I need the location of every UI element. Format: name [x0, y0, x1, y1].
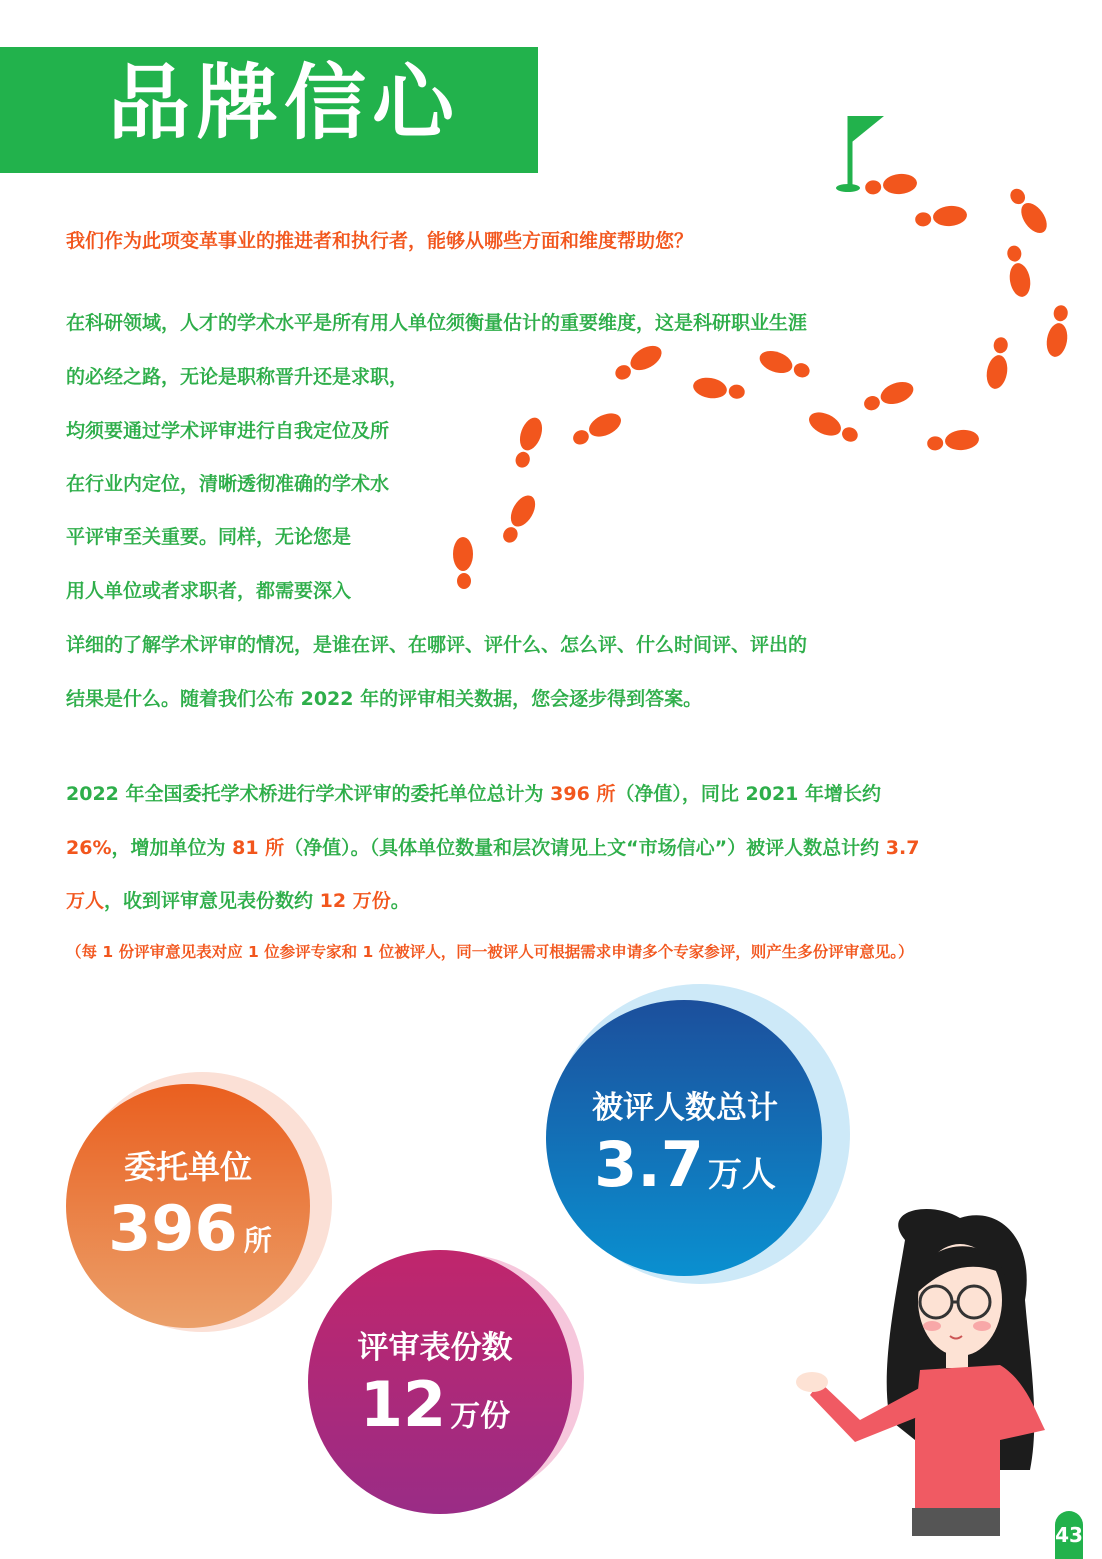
intro-line: 的必经之路，无论是职称晋升还是求职， — [66, 366, 409, 388]
people-circle-label: 被评人数总计 — [592, 1090, 778, 1126]
intro-line: 详细的了解学术评审的情况，是谁在评、在哪评、评什么、怎么评、什么时间评、评出的 — [66, 634, 808, 656]
stats-highlight: 396 所 — [550, 783, 616, 805]
people-number: 3.7 — [594, 1128, 704, 1201]
page-title: 品牌信心 — [108, 56, 461, 151]
stats-text: 2022 年全国委托学术桥进行学术评审的委托单位总计为 — [66, 783, 551, 805]
stats-text: ，收到评审意见表份数约 — [104, 890, 320, 912]
people-unit: 万人 — [707, 1155, 776, 1195]
stats-highlight: 万人 — [66, 890, 105, 912]
page-number: 43 — [1055, 1511, 1083, 1559]
intro-question: 我们作为此项变革事业的推进者和执行者，能够从哪些方面和维度帮助您？ — [66, 230, 694, 252]
stats-highlight: 81 所 — [232, 837, 285, 859]
intro-line: 平评审至关重要。同样，无论您是 — [66, 526, 352, 548]
stats-text: （净值），同比 2021 年增长约 — [615, 783, 882, 805]
stats-text: 。 — [390, 890, 410, 912]
intro-line: 在科研领域，人才的学术水平是所有用人单位须衡量估计的重要维度，这是科研职业生涯 — [66, 312, 808, 334]
stats-text: （净值）。（具体单位数量和层次请见上文“市场信心”）被评人数总计约 — [284, 837, 886, 859]
intro-line: 结果是什么。随着我们公布 2022 年的评审相关数据，您会逐步得到答案。 — [66, 688, 703, 710]
units-unit: 所 — [243, 1224, 272, 1257]
forms-unit: 万份 — [450, 1399, 511, 1434]
units-circle-label: 委托单位 — [123, 1148, 252, 1186]
forms-number: 12 — [359, 1368, 447, 1441]
stats-highlight: 26% — [66, 837, 112, 859]
intro-line: 均须要通过学术评审进行自我定位及所 — [66, 420, 390, 442]
stats-highlight: 3.7 — [885, 837, 920, 859]
forms-circle-label: 评审表份数 — [357, 1330, 513, 1366]
intro-line: 用人单位或者求职者，都需要深入 — [66, 580, 352, 602]
stats-highlight: 12 万份 — [319, 890, 391, 912]
units-number: 396 — [108, 1192, 238, 1265]
stats-note: （每 1 份评审意见表对应 1 位参评专家和 1 位被评人，同一被评人可根据需求申请多个专家参评，则产生多份评审意见。） — [66, 943, 914, 961]
intro-line: 在行业内定位，清晰透彻准确的学术水 — [66, 473, 390, 495]
stats-text: ，增加单位为 — [111, 837, 233, 859]
